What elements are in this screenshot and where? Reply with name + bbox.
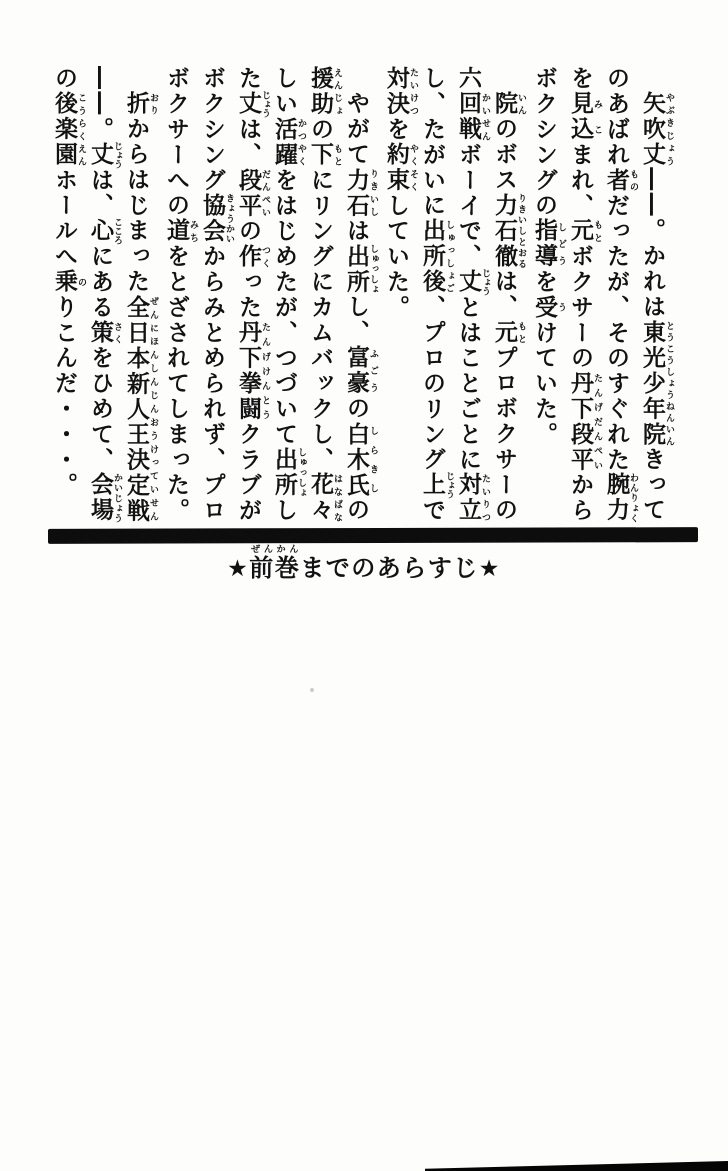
star-icon: ★ (478, 556, 501, 582)
synopsis-paragraph-3: やがて力石 りきいしは出所 しゅっしょし、富豪 ふごうの白木氏 しらきしの援助 えんじょの下 もとにリングにカムバックし、花々 はなばなしい活躍 かつやくをはじめたが、つづいて出所 しゅっしょした丈 じょうは、段平 だんぺいの作 つくった丹下拳闘 たんげけんとうクラブがボクシング協会 きょうかいからみとめられず、プロボクサーへの道 みちをとざされてしまった。 (163, 66, 378, 524)
scan-artifact-dot (310, 688, 314, 692)
synopsis-heading-text: 前巻ぜんかんまでのあらすじ (249, 545, 479, 582)
synopsis-heading (0, 545, 728, 589)
divider-bar (48, 527, 698, 544)
synopsis-paragraph-1: 矢吹丈 やぶきじょう――。かれは東光少年院 とうこうしょうねんいんきってのあばれ者 ものだったが、そのすぐれた腕力 わんりょくを見込 みこまれ、元 もとボクサーの丹下段平 たんげだんぺいからボクシングの指導 しどうを受 うけていた。 (531, 66, 674, 524)
synopsis-paragraph-2: 院 いんのボス力石徹 りきいしとおるは、元 もとプロボクサーの六回戦 かいせんボーイで、丈 じょうとはことごとに対立 たいりつし、たがいに出所後 しゅっしょご、プロのリング上 じょうで対決 たいけつを約束 やくそくしていた。 (383, 66, 526, 524)
synopsis-text (46, 66, 674, 526)
star-icon: ★ (227, 556, 250, 582)
next-page-edge-mark (425, 1161, 728, 1171)
synopsis-paragraph-4: 折 おりからはじまった全日本新人王決定戦 ぜんにほんしんじんおうけっていせん――。丈 じょうは、心 こころにある策 さくをひめて、会場 かいじょうの後楽園 こうらくえんホールへ乗 のりこんだ・・・。 (51, 66, 158, 524)
